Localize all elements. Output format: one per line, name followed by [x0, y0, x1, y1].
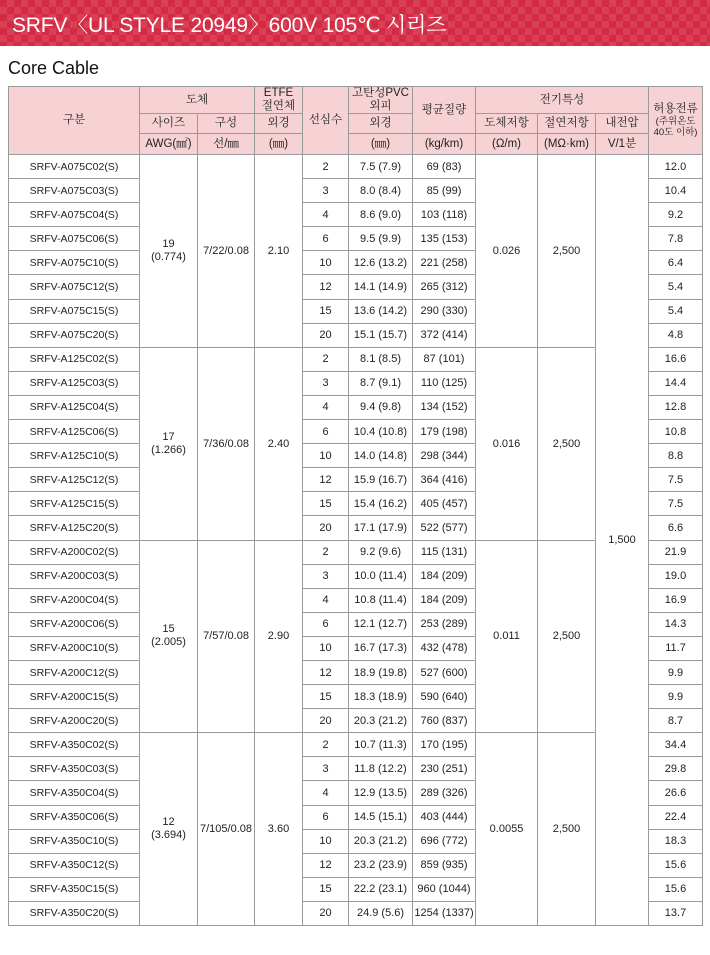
insulation-resistance: 2,500 — [538, 540, 596, 733]
section-title: Core Cable — [8, 58, 100, 78]
awg-value: 17 — [162, 430, 175, 443]
avg-weight: 290 (330) — [413, 299, 476, 323]
insulation-resistance: 2,500 — [538, 733, 596, 926]
spec-table-body — [9, 155, 703, 926]
avg-weight: 265 (312) — [413, 275, 476, 299]
avg-weight: 103 (118) — [413, 203, 476, 227]
avg-weight: 115 (131) — [413, 540, 476, 564]
awg-value: 15 — [162, 623, 175, 636]
product-name: SRFV-A125C06(S) — [9, 420, 140, 444]
avg-weight: 760 (837) — [413, 709, 476, 733]
pvc-od: 15.4 (16.2) — [349, 492, 413, 516]
pvc-od: 16.7 (17.3) — [349, 636, 413, 660]
product-name: SRFV-A125C12(S) — [9, 468, 140, 492]
pvc-od: 13.6 (14.2) — [349, 299, 413, 323]
etfe-od: 2.10 — [255, 155, 303, 348]
ampacity: 22.4 — [649, 805, 703, 829]
core-count: 15 — [303, 685, 349, 709]
ampacity: 4.8 — [649, 323, 703, 347]
core-count: 12 — [303, 660, 349, 684]
conductor-resistance: 0.0055 — [476, 733, 538, 926]
product-name: SRFV-A075C20(S) — [9, 323, 140, 347]
awg-value: 19 — [162, 237, 175, 250]
ampacity: 26.6 — [649, 781, 703, 805]
header-ins-res: 절연저항 — [538, 114, 596, 134]
pvc-od: 10.7 (11.3) — [349, 733, 413, 757]
pvc-od: 24.9 (5.6) — [349, 901, 413, 925]
avg-weight: 253 (289) — [413, 612, 476, 636]
strand-composition: 7/22/0.08 — [198, 155, 255, 348]
core-count: 15 — [303, 492, 349, 516]
header-etfe-od: 외경 — [255, 114, 303, 134]
product-name: SRFV-A350C02(S) — [9, 733, 140, 757]
awg-size — [140, 155, 198, 348]
awg-size — [140, 540, 198, 733]
strand-composition: 7/105/0.08 — [198, 733, 255, 926]
strand-composition: 7/36/0.08 — [198, 347, 255, 540]
ampacity: 7.5 — [649, 492, 703, 516]
ampacity: 12.8 — [649, 395, 703, 419]
pvc-od: 9.2 (9.6) — [349, 540, 413, 564]
product-name: SRFV-A200C10(S) — [9, 636, 140, 660]
core-count: 4 — [303, 395, 349, 419]
pvc-od: 8.0 (8.4) — [349, 179, 413, 203]
product-name: SRFV-A075C06(S) — [9, 227, 140, 251]
pvc-od: 9.4 (9.8) — [349, 395, 413, 419]
avg-weight: 696 (772) — [413, 829, 476, 853]
withstand-voltage: 1,500 — [596, 155, 649, 926]
product-name: SRFV-A125C20(S) — [9, 516, 140, 540]
core-count: 15 — [303, 877, 349, 901]
product-name: SRFV-A200C20(S) — [9, 709, 140, 733]
avg-weight: 170 (195) — [413, 733, 476, 757]
core-count: 12 — [303, 468, 349, 492]
product-name: SRFV-A125C03(S) — [9, 371, 140, 395]
ampacity: 13.7 — [649, 901, 703, 925]
ampacity: 10.4 — [649, 179, 703, 203]
avg-weight: 85 (99) — [413, 179, 476, 203]
header-od-unit: (㎜) — [255, 134, 303, 155]
avg-weight: 372 (414) — [413, 323, 476, 347]
ampacity: 19.0 — [649, 564, 703, 588]
ampacity: 16.9 — [649, 588, 703, 612]
product-name: SRFV-A350C03(S) — [9, 757, 140, 781]
core-count: 3 — [303, 757, 349, 781]
avg-weight: 859 (935) — [413, 853, 476, 877]
product-name: SRFV-A350C20(S) — [9, 901, 140, 925]
avg-weight: 221 (258) — [413, 251, 476, 275]
avg-weight: 110 (125) — [413, 371, 476, 395]
core-count: 10 — [303, 444, 349, 468]
awg-mm: (2.005) — [151, 636, 186, 649]
conductor-resistance: 0.026 — [476, 155, 538, 348]
product-name: SRFV-A350C04(S) — [9, 781, 140, 805]
product-name: SRFV-A075C15(S) — [9, 299, 140, 323]
pvc-od: 23.2 (23.9) — [349, 853, 413, 877]
pvc-od: 9.5 (9.9) — [349, 227, 413, 251]
pvc-od: 20.3 (21.2) — [349, 709, 413, 733]
header-ins-res-unit: (MΩ·km) — [538, 134, 596, 155]
ampacity: 12.0 — [649, 155, 703, 179]
core-count: 6 — [303, 612, 349, 636]
avg-weight: 87 (101) — [413, 347, 476, 371]
conductor-resistance: 0.016 — [476, 347, 538, 540]
awg-size — [140, 347, 198, 540]
pvc-od: 17.1 (17.9) — [349, 516, 413, 540]
ampacity: 8.8 — [649, 444, 703, 468]
product-name: SRFV-A200C15(S) — [9, 685, 140, 709]
avg-weight: 432 (478) — [413, 636, 476, 660]
pvc-od: 7.5 (7.9) — [349, 155, 413, 179]
product-name: SRFV-A075C03(S) — [9, 179, 140, 203]
ampacity: 6.4 — [649, 251, 703, 275]
product-name: SRFV-A075C12(S) — [9, 275, 140, 299]
product-name: SRFV-A200C12(S) — [9, 660, 140, 684]
avg-weight: 1254 (1337) — [413, 901, 476, 925]
header-cores: 선심수 — [303, 87, 349, 155]
header-withstand-unit: V/1분 — [596, 134, 649, 155]
ampacity: 18.3 — [649, 829, 703, 853]
product-name: SRFV-A200C04(S) — [9, 588, 140, 612]
conductor-resistance: 0.011 — [476, 540, 538, 733]
ampacity: 16.6 — [649, 347, 703, 371]
insulation-resistance: 2,500 — [538, 347, 596, 540]
avg-weight: 960 (1044) — [413, 877, 476, 901]
ampacity: 15.6 — [649, 853, 703, 877]
avg-weight: 179 (198) — [413, 420, 476, 444]
product-name: SRFV-A350C10(S) — [9, 829, 140, 853]
avg-weight: 527 (600) — [413, 660, 476, 684]
header-withstand: 내전압 — [596, 114, 649, 134]
spec-table — [8, 86, 703, 926]
avg-weight: 522 (577) — [413, 516, 476, 540]
pvc-od: 22.2 (23.1) — [349, 877, 413, 901]
core-count: 2 — [303, 540, 349, 564]
pvc-od: 10.4 (10.8) — [349, 420, 413, 444]
pvc-od: 14.1 (14.9) — [349, 275, 413, 299]
ampacity: 8.7 — [649, 709, 703, 733]
core-count: 4 — [303, 203, 349, 227]
avg-weight: 135 (153) — [413, 227, 476, 251]
product-name: SRFV-A075C10(S) — [9, 251, 140, 275]
product-name: SRFV-A350C12(S) — [9, 853, 140, 877]
header-weight-unit: (kg/km) — [413, 134, 476, 155]
ampacity: 5.4 — [649, 275, 703, 299]
pvc-od: 8.7 (9.1) — [349, 371, 413, 395]
pvc-od: 8.1 (8.5) — [349, 347, 413, 371]
core-count: 10 — [303, 829, 349, 853]
header-composition: 구성 — [198, 114, 255, 134]
avg-weight: 184 (209) — [413, 564, 476, 588]
core-count: 3 — [303, 179, 349, 203]
product-name: SRFV-A125C15(S) — [9, 492, 140, 516]
avg-weight: 405 (457) — [413, 492, 476, 516]
core-count: 20 — [303, 323, 349, 347]
core-count: 2 — [303, 347, 349, 371]
banner-title: SRFV〈UL STYLE 20949〉600V 105℃ 시리즈 — [12, 14, 447, 37]
core-count: 4 — [303, 781, 349, 805]
avg-weight: 69 (83) — [413, 155, 476, 179]
pvc-od: 20.3 (21.2) — [349, 829, 413, 853]
ampacity: 5.4 — [649, 299, 703, 323]
core-count: 3 — [303, 371, 349, 395]
header-strand: 선/㎜ — [198, 134, 255, 155]
core-count: 3 — [303, 564, 349, 588]
core-count: 20 — [303, 901, 349, 925]
avg-weight: 184 (209) — [413, 588, 476, 612]
pvc-od: 14.0 (14.8) — [349, 444, 413, 468]
awg-mm: (0.774) — [151, 250, 186, 263]
avg-weight: 364 (416) — [413, 468, 476, 492]
product-name: SRFV-A125C04(S) — [9, 395, 140, 419]
title-banner — [0, 0, 710, 46]
avg-weight: 134 (152) — [413, 395, 476, 419]
avg-weight: 289 (326) — [413, 781, 476, 805]
pvc-od: 18.9 (19.8) — [349, 660, 413, 684]
etfe-od: 2.90 — [255, 540, 303, 733]
core-count: 6 — [303, 420, 349, 444]
awg-mm: (3.694) — [151, 829, 186, 842]
core-count: 20 — [303, 516, 349, 540]
product-name: SRFV-A075C04(S) — [9, 203, 140, 227]
ampacity: 10.8 — [649, 420, 703, 444]
product-name: SRFV-A075C02(S) — [9, 155, 140, 179]
header-pvc-unit: (㎜) — [349, 134, 413, 155]
core-count: 12 — [303, 275, 349, 299]
product-name: SRFV-A200C02(S) — [9, 540, 140, 564]
pvc-od: 10.0 (11.4) — [349, 564, 413, 588]
core-count: 15 — [303, 299, 349, 323]
etfe-od: 2.40 — [255, 347, 303, 540]
avg-weight: 230 (251) — [413, 757, 476, 781]
table-row — [9, 155, 703, 179]
pvc-od: 12.6 (13.2) — [349, 251, 413, 275]
core-count: 2 — [303, 733, 349, 757]
ampacity: 11.7 — [649, 636, 703, 660]
ampacity: 9.9 — [649, 685, 703, 709]
core-count: 10 — [303, 251, 349, 275]
ampacity: 7.8 — [649, 227, 703, 251]
ampacity: 6.6 — [649, 516, 703, 540]
core-count: 6 — [303, 805, 349, 829]
ampacity: 29.8 — [649, 757, 703, 781]
pvc-od: 15.9 (16.7) — [349, 468, 413, 492]
core-count: 2 — [303, 155, 349, 179]
pvc-od: 8.6 (9.0) — [349, 203, 413, 227]
header-classification: 구분 — [9, 87, 140, 155]
ampacity: 15.6 — [649, 877, 703, 901]
strand-composition: 7/57/0.08 — [198, 540, 255, 733]
product-name: SRFV-A125C02(S) — [9, 347, 140, 371]
header-cond-res-unit: (Ω/m) — [476, 134, 538, 155]
pvc-od: 18.3 (18.9) — [349, 685, 413, 709]
core-count: 6 — [303, 227, 349, 251]
insulation-resistance: 2,500 — [538, 155, 596, 348]
pvc-od: 10.8 (11.4) — [349, 588, 413, 612]
header-pvc-od: 외경 — [349, 114, 413, 134]
pvc-od: 14.5 (15.1) — [349, 805, 413, 829]
awg-size — [140, 733, 198, 926]
header-ampacity: 허용전류 (주위온도 40도 이하) — [649, 87, 703, 155]
avg-weight: 590 (640) — [413, 685, 476, 709]
header-etfe: ETFE 절연체 — [255, 87, 303, 114]
product-name: SRFV-A125C10(S) — [9, 444, 140, 468]
header-size: 사이즈 — [140, 114, 198, 134]
avg-weight: 298 (344) — [413, 444, 476, 468]
ampacity: 14.4 — [649, 371, 703, 395]
ampacity: 9.2 — [649, 203, 703, 227]
core-count: 4 — [303, 588, 349, 612]
awg-mm: (1.266) — [151, 443, 186, 456]
core-count: 12 — [303, 853, 349, 877]
avg-weight: 403 (444) — [413, 805, 476, 829]
pvc-od: 11.8 (12.2) — [349, 757, 413, 781]
header-cond-res: 도체저항 — [476, 114, 538, 134]
header-pvc: 고탄성PVC 외피 — [349, 87, 413, 114]
header-conductor: 도체 — [140, 87, 255, 114]
pvc-od: 15.1 (15.7) — [349, 323, 413, 347]
ampacity: 9.9 — [649, 660, 703, 684]
core-count: 10 — [303, 636, 349, 660]
ampacity: 7.5 — [649, 468, 703, 492]
etfe-od: 3.60 — [255, 733, 303, 926]
ampacity: 21.9 — [649, 540, 703, 564]
product-name: SRFV-A350C15(S) — [9, 877, 140, 901]
pvc-od: 12.1 (12.7) — [349, 612, 413, 636]
header-awg: AWG(㎟) — [140, 134, 198, 155]
awg-value: 12 — [162, 816, 175, 829]
ampacity: 14.3 — [649, 612, 703, 636]
ampacity: 34.4 — [649, 733, 703, 757]
product-name: SRFV-A350C06(S) — [9, 805, 140, 829]
product-name: SRFV-A200C03(S) — [9, 564, 140, 588]
header-weight: 평균질량 — [413, 87, 476, 134]
header-electrical: 전기특성 — [476, 87, 649, 114]
core-count: 20 — [303, 709, 349, 733]
product-name: SRFV-A200C06(S) — [9, 612, 140, 636]
pvc-od: 12.9 (13.5) — [349, 781, 413, 805]
